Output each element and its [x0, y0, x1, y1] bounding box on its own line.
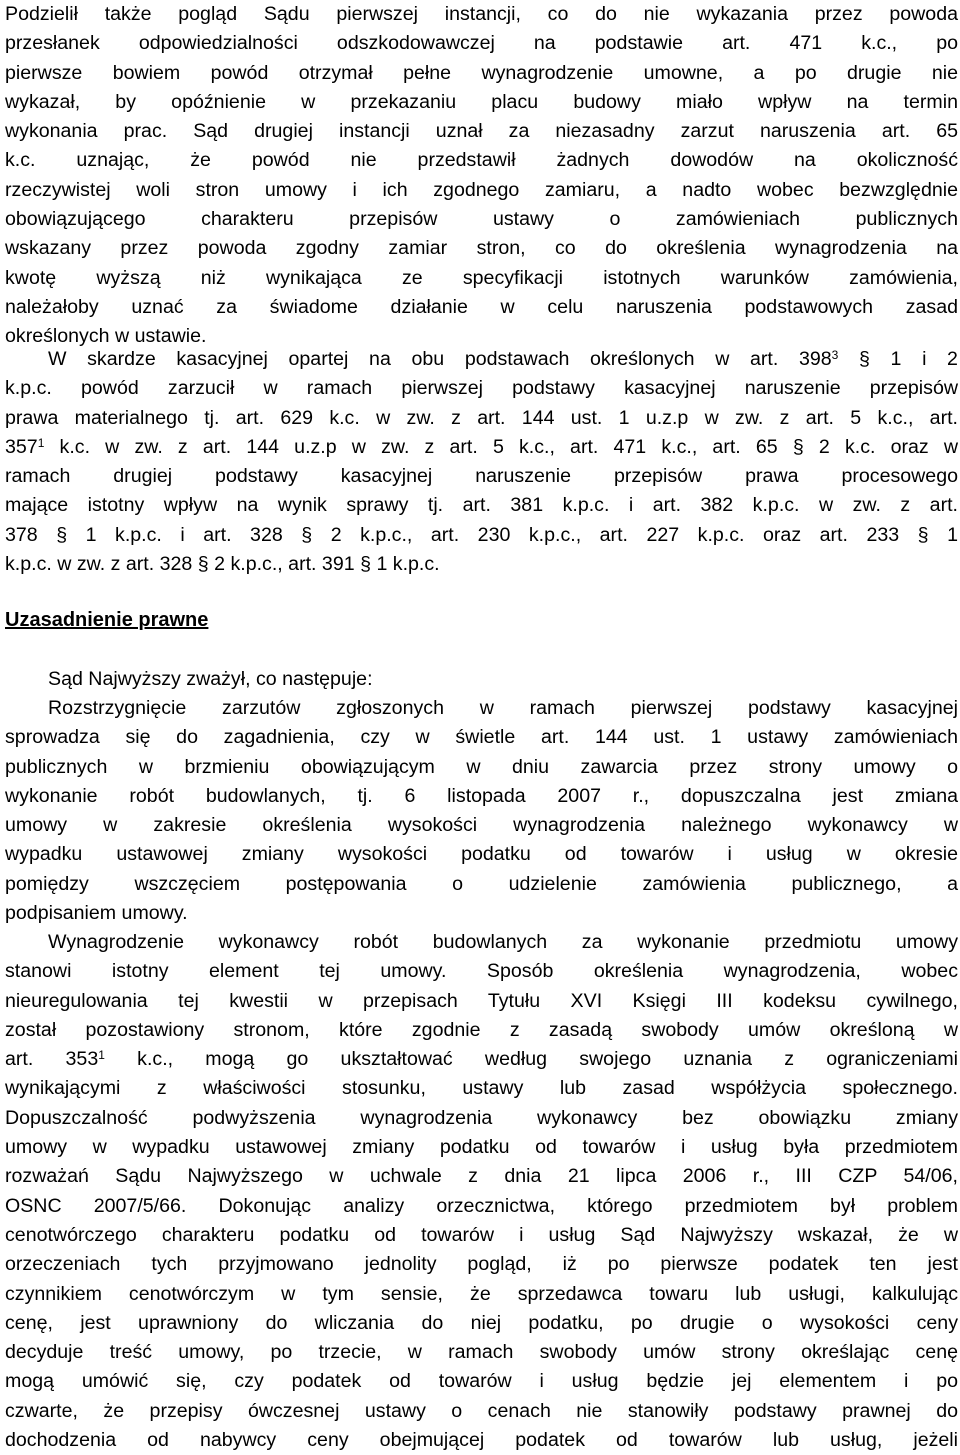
section-sign: §: [917, 523, 929, 546]
paragraph-appeal-court-view: [5, 0, 958, 352]
paragraph-court-intro: [5, 665, 958, 694]
superscript: 1: [98, 1048, 105, 1063]
text-line: wykonanie robót budowlanych, tj. 6 listopada 2007 r., dopuszczalna jest zmiana: [5, 784, 958, 807]
text-line: rozważań Sądu Najwyższego w uchwale z dnia 21 lipca 2006 r., III CZP 54/06,: [5, 1165, 958, 1188]
text-line: Podzielił także pogląd Sądu pierwszej instancji, co do nie wykazania przez powoda: [5, 3, 958, 25]
text-line: należałoby uznać za świadome działanie w celu naruszenia podstawowych zasad: [5, 295, 958, 318]
text-line: obowiązującego charakteru przepisów ustawy o zamówieniach publicznych: [5, 208, 958, 231]
superscript: 3: [831, 348, 839, 362]
text-line: wynikającymi z właściwości stosunku, ustawy lub zasad współżycia społecznego.: [5, 1077, 958, 1100]
text-line: stanowi istotny element tej umowy. Sposób określenia wynagrodzenia, wobec: [5, 960, 958, 983]
text-line: umowy w zakresie określenia wysokości wynagrodzenia należnego wykonawcy w: [5, 814, 958, 837]
section-sign: §: [360, 553, 371, 576]
text-line: k.p.c. powód zarzucił w ramach pierwszej podstawy kasacyjnej naruszenie przepisów: [5, 377, 958, 400]
text-line: rzeczywistej woli stron umowy i ich zgodnego zamiaru, a nadto wobec bezwzględnie: [5, 178, 958, 201]
text-line: dochodzenia od nabywcy ceny obejmującej podatek od towarów lub usług, jeżeli: [5, 1429, 958, 1452]
text-line: wykazał, by opóźnienie w przekazaniu placu budowy miało wpływ na termin: [5, 90, 958, 113]
section-sign: §: [792, 435, 804, 458]
text-fragment: 378: [5, 523, 38, 546]
text-line: [5, 433, 958, 462]
text-fragment: 2 k.p.c., art. 230 k.p.c., art. 227 k.p.c. oraz art. 233: [330, 523, 900, 546]
text-line: decyduje treść umowy, po trzecie, w ramach swobody umów strony określając cenę: [5, 1341, 958, 1364]
paragraph-cassation-complaint: [5, 345, 958, 579]
text-line: mogą umówić się, czy podatek od towarów i usług będzie jej elementem i po: [5, 1370, 958, 1393]
text-line: czwarte, że przepisy ówczesnej ustawy o cenach nie stanowiły podstawy prawnej do: [5, 1399, 958, 1422]
text-line: prawa materialnego tj. art. 629 k.c. w zw. z art. 144 ust. 1 u.z.p w zw. z art. 5 k.c., art.: [5, 406, 958, 429]
text-line: pierwsze bowiem powód otrzymał pełne wynagrodzenie umowne, a po drugie nie: [5, 61, 958, 84]
section-sign: §: [858, 348, 870, 370]
text-fragment: art. 353: [5, 1048, 99, 1071]
text-line: cenę, jest uprawniony do wliczania do niej podatku, po drugie o wysokości ceny: [5, 1311, 958, 1334]
text-line: [5, 521, 958, 550]
section-sign: §: [197, 553, 209, 576]
text-line: OSNC 2007/5/66. Dokonując analizy orzecznictwa, którego przedmiotem był problem: [5, 1194, 958, 1217]
text-line: [5, 1045, 958, 1074]
text-line: Dopuszczalność podwyższenia wynagrodzenia wykonawcy bez obowiązku zmiany: [5, 1106, 958, 1129]
text-line: Rozstrzygnięcie zarzutów zgłoszonych w ramach pierwszej podstawy kasacyjnej: [48, 697, 958, 719]
section-sign: §: [56, 523, 68, 546]
text-fragment: k.c. w zw. z art. 144 u.z.p w zw. z art. 5 k.c., art. 471 k.c., art. 65: [59, 435, 778, 458]
paragraph-remuneration: [5, 928, 958, 1455]
text-fragment: 1 k.p.c. i art. 328: [85, 523, 283, 546]
text-line: kwotę wyższą niż wynikająca ze specyfikacji istotnych warunków zamówienia,: [5, 266, 958, 289]
text-line: pomiędzy wszczęciem postępowania o udzielenie zamówienia publicznego, a: [5, 872, 958, 895]
text-line: mające istotny wpływ na wynik sprawy tj. art. 381 k.p.c. i art. 382 k.p.c. w zw. z art.: [5, 494, 958, 517]
section-heading: Uzasadnienie prawne: [5, 609, 209, 631]
text-fragment: W skardze kasacyjnej opartej na obu podstawach określonych w art. 398: [48, 348, 832, 370]
text-line: orzeczeniach tych przyjmowano jednolity pogląd, iż po pierwsze podatek ten jest: [5, 1253, 958, 1276]
text-line: ramach drugiej podstawy kasacyjnej naruszenie przepisów prawa procesowego: [5, 465, 958, 488]
text-line: Sąd Najwyższy zważył, co następuje:: [48, 668, 373, 690]
text-line: określonych w ustawie.: [5, 325, 207, 348]
text-line: publicznych w brzmieniu obowiązującym w dniu zawarcia przez strony umowy o: [5, 755, 958, 778]
text-fragment: 357: [5, 435, 38, 458]
text-line: Wynagrodzenie wykonawcy robót budowlanych za wykonanie przedmiotu umowy: [48, 931, 958, 953]
text-fragment: k.c., mogą go ukształtować według swojego uznania z ograniczeniami: [137, 1048, 958, 1071]
superscript: 1: [37, 435, 45, 450]
text-line: wykonania prac. Sąd drugiej instancji uznał za niezasadny zarzut naruszenia art. 65: [5, 120, 958, 143]
text-fragment: k.p.c. w zw. z art. 328: [5, 553, 193, 576]
text-fragment: 2 k.c. oraz w: [818, 435, 958, 458]
text-line: sprowadza się do zagadnienia, czy w świetle art. 144 ust. 1 ustawy zamówieniach: [5, 726, 958, 749]
text-line: wskazany przez powoda zgodny zamiar stron, co do określenia wynagrodzenia na: [5, 237, 958, 260]
text-line: umowy w wypadku ustawowej zmiany podatku od towarów i usług była przedmiotem: [5, 1136, 958, 1159]
text-line: został pozostawiony stronom, które zgodnie z zasadą swobody umów określoną w: [5, 1018, 958, 1041]
text-line: cenotwórczego charakteru podatku od towarów i usług Sąd Najwyższy wskazał, że w: [5, 1223, 958, 1246]
text-line: [5, 550, 958, 579]
text-fragment: 1: [947, 523, 958, 546]
text-fragment: 1 i 2: [890, 348, 958, 370]
text-line: [5, 345, 958, 374]
text-fragment: 2 k.p.c., art. 391: [214, 553, 355, 576]
text-line: przesłanek odpowiedzialności odszkodowawczej na podstawie art. 471 k.c., po: [5, 32, 958, 55]
text-fragment: 1 k.p.c.: [376, 553, 440, 576]
text-line: wypadku ustawowej zmiany wysokości podatku od towarów i usług w okresie: [5, 843, 958, 866]
text-line: nieuregulowania tej kwestii w przepisach Tytułu XVI Księgi III kodeksu cywilnego,: [5, 989, 958, 1012]
section-sign: §: [301, 523, 313, 546]
paragraph-resolution-question: [5, 694, 958, 928]
text-line: podpisaniem umowy.: [5, 902, 188, 925]
text-line: czynnikiem cenotwórczym w tym sensie, że sprzedawca towaru lub usługi, kalkulując: [5, 1282, 958, 1305]
text-line: k.c. uznając, że powód nie przedstawił żadnych dowodów na okoliczność: [5, 149, 958, 172]
